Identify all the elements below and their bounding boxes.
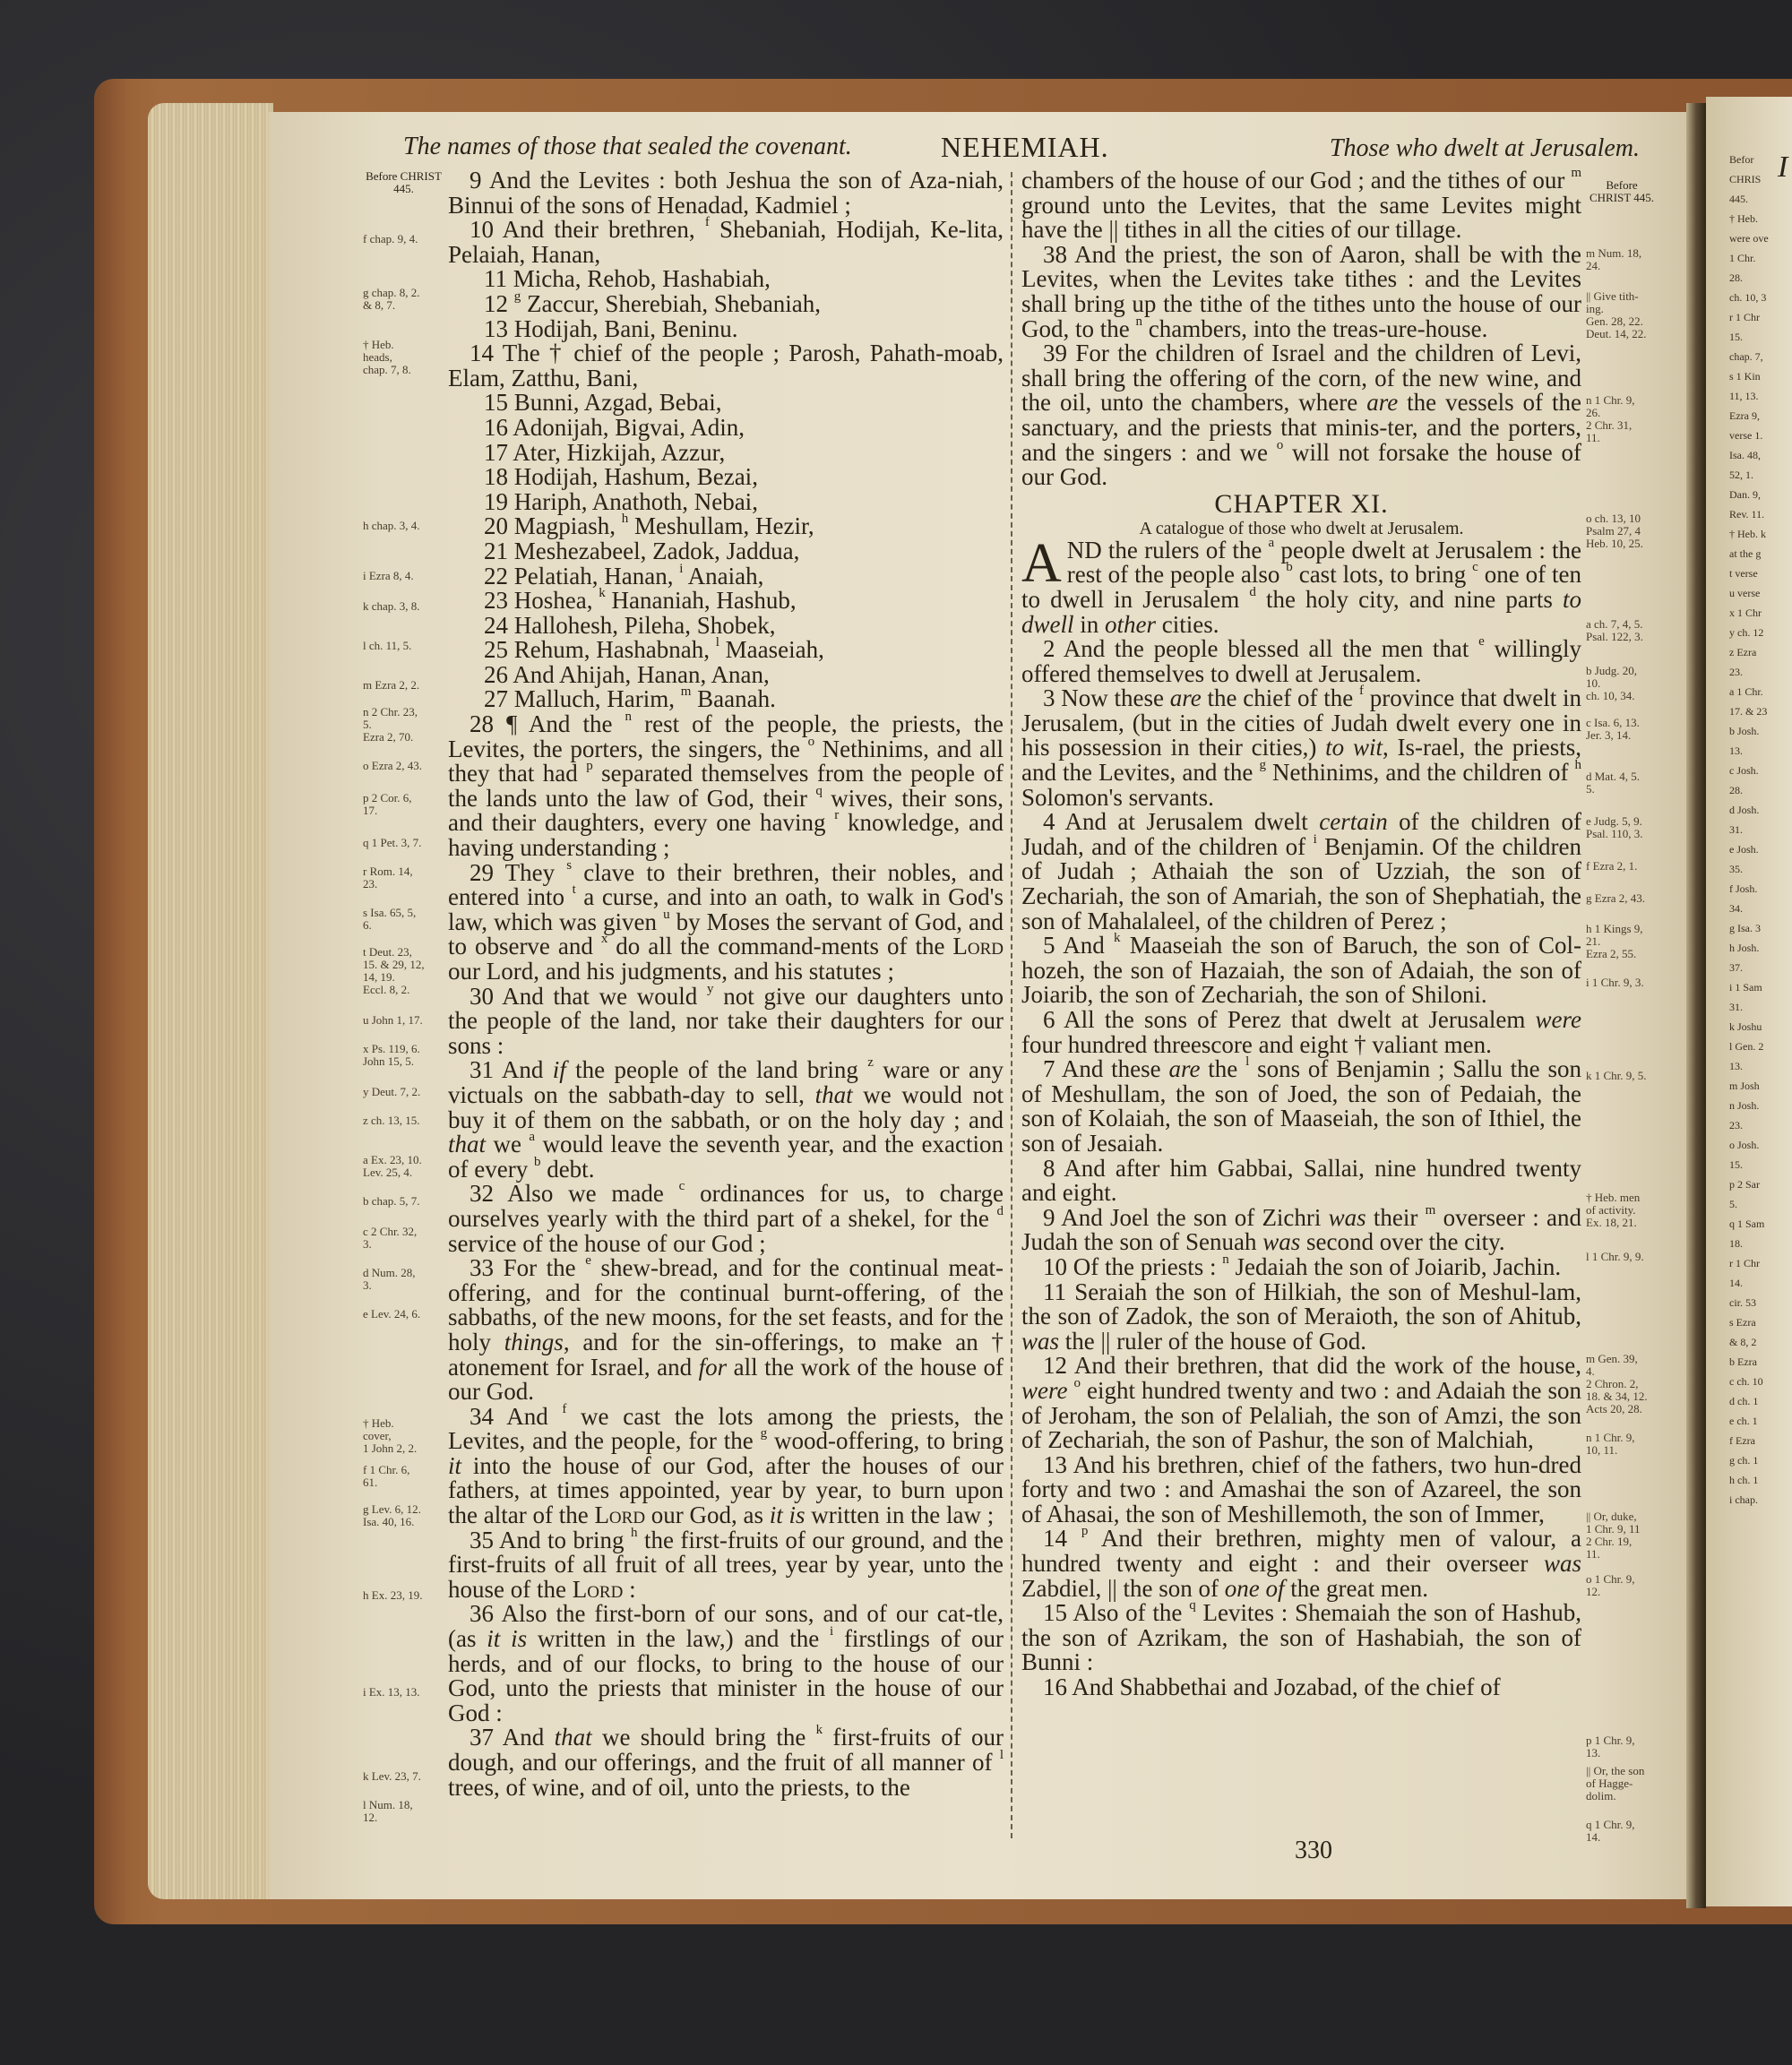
next-page-note: were ove [1729,232,1769,245]
next-page-note: ch. 10, 3 [1729,291,1767,304]
next-page-note: e ch. 1 [1729,1415,1758,1427]
margin-reference: a Ex. 23, 10. Lev. 25, 4. [363,1153,422,1179]
verse-paragraph: 11 Seraiah the son of Hilkiah, the son of Meshul-lam, the son of Zadok, the son of Meraioth, the son of Ahitub, was the || ruler of the house of God. [1021,1278,1581,1355]
next-page-note: y ch. 12 [1729,626,1764,639]
next-page-note: 28. [1729,784,1743,796]
next-page-note: d ch. 1 [1729,1395,1759,1407]
margin-reference: f chap. 9, 4. [363,232,418,245]
next-page-note: cir. 53 [1729,1296,1756,1309]
verse-paragraph: 38 And the priest, the son of Aaron, shall be with the Levites, when the Levites take tithes : and the Levites shall bring up the tithe of the tithes unto the house of our God, to the $^n$ chambers, into the treas-ure-house. [1021,240,1581,342]
next-page-note: 31. [1729,1001,1743,1013]
next-page-note: verse 1. [1729,429,1763,442]
verse-paragraph: 31 And if the people of the land bring $^z$ ware or any victuals on the sabbath-day to sell, that we would not buy it of them on the sabbath, or on the holy day ; and that we $^a$ would leave the seventh year, and the exaction of every $^b$ debt. [448,1055,1004,1183]
margin-reference: k 1 Chr. 9, 5. [1586,1069,1647,1082]
right-text-column [1021,168,1581,1700]
next-page-note: 34. [1729,902,1743,915]
margin-reference: || Or, the son of Hagge- dolim. [1586,1764,1645,1803]
next-page-note: i 1 Sam [1729,981,1762,994]
next-page-note: 17. & 23 [1729,705,1768,718]
next-page-note: 18. [1729,1237,1743,1250]
margin-reference: c 2 Chr. 32, 3. [363,1225,418,1251]
next-page-note: o Josh. [1729,1139,1760,1151]
margin-reference: i Ezra 8, 4. [363,569,414,582]
margin-reference: i 1 Chr. 9, 3. [1586,976,1644,989]
verse-paragraph: 29 They $^s$ clave to their brethren, their nobles, and entered into $^t$ a curse, and into an oath, to walk in God's law, which was given $^u$ by Moses the servant of God, and to observe and $^x$ do all the command-ments of the Lord our Lord, and his judgments, and his statutes ; [448,857,1004,985]
verse-paragraph: 8 And after him Gabbai, Sallai, nine hundred twenty and eight. [1021,1154,1581,1207]
verse-paragraph: 2 And the people blessed all the men that $^e$ willingly offered themselves to dwell at Jerusalem. [1021,634,1581,687]
verse-paragraph: 6 All the sons of Perez that dwelt at Jerusalem were four hundred threescore and eight † valiant men. [1021,1006,1581,1058]
verse-paragraph: 12 $^g$ Zaccur, Sherebiah, Shebaniah, [484,288,822,317]
next-page-note: 445. [1729,193,1748,205]
margin-reference: e Lev. 24, 6. [363,1307,421,1321]
verse-paragraph: 7 And these are the $^l$ sons of Benjamin ; Sallu the son of Meshullam, the son of Joed, the son of Pedaiah, the son of Kolaiah, the son of Maaseiah, the son of Ithiel, the son of Jesaiah. [1021,1054,1581,1157]
next-page-note: q 1 Sam [1729,1217,1765,1230]
chapter-heading: CHAPTER XI. [1214,488,1389,519]
next-page-note: Rev. 11. [1729,508,1765,521]
next-page-note: 23. [1729,666,1743,678]
verse-paragraph: 27 Malluch, Harim, $^m$ Baanah. [484,684,776,713]
verse-paragraph: 3 Now these are the chief of the $^f$ province that dwelt in Jerusalem, (but in the cities of Judah dwelt every one in his possession in their cities,) to wit, Is-rael, the priests, and the Levites, and the $^g$ Nethinims, and the children of $^h$ Solomon's servants. [1021,684,1582,811]
margin-reference: f 1 Chr. 6, 61. [363,1463,410,1489]
next-page-note: 11, 13. [1729,390,1759,402]
next-page-note: m Josh [1729,1080,1760,1092]
margin-reference: || Give tith- ing. Gen. 28, 22. Deut. 14, 22. [1586,289,1647,340]
next-page-note: 15. [1729,331,1743,343]
margin-reference: † Heb. cover, 1 John 2, 2. [363,1416,418,1455]
next-page-note: 1 Chr. [1729,252,1756,264]
next-page-note: Dan. 9, [1729,488,1761,501]
next-page-note: Isa. 48, [1729,449,1761,461]
verse-paragraph: 32 Also we made $^c$ ordinances for us, to charge ourselves yearly with the third part of a shekel, for the $^d$ service of the house of our God ; [448,1179,1004,1257]
verse-paragraph: 34 And $^f$ we cast the lots among the priests, the Levites, and the people, for the $^g$ wood-offering, to bring it into the house of our God, after the houses of our fathers, at times appointed, year by year, to burn upon the altar of the Lord our God, as it is written in the law ; [448,1401,1004,1529]
next-page-note: e Josh. [1729,843,1759,856]
page-number: 330 [1295,1837,1332,1864]
margin-reference: h 1 Kings 9, 21. Ezra 2, 55. [1586,922,1643,960]
verse-paragraph: 39 For the children of Israel and the children of Levi, shall bring the offering of the corn, of the new wine, and the oil, unto the chambers, where are the vessels of the sanctuary, and the priests that minis-ter, and the porters, and the singers : and we $^o$ will not forsake the house of our God. [1021,340,1582,491]
verse-paragraph: 23 Hoshea, $^k$ Hananiah, Hashub, [484,586,797,615]
verse-paragraph: 15 Also of the $^q$ Levites : Shemaiah the son of Hashub, the son of Azrikam, the son of Hashabiah, the son of Bunni : [1021,1598,1582,1676]
next-page-note: 13. [1729,744,1743,757]
margin-reference: a ch. 7, 4, 5. Psal. 122, 3. [1586,617,1643,643]
margin-reference: n 2 Chr. 23, 5. Ezra 2, 70. [363,705,418,744]
next-page-note: CHRIS [1729,173,1762,185]
verse-paragraph: chambers of the house of our God ; and the tithes of our $^m$ ground unto the Levites, that the same Levites might have the || tithes in all the cities of our tillage. [1021,166,1581,244]
margin-reference: o 1 Chr. 9, 12. [1586,1572,1635,1598]
margin-reference: l Num. 18, 12. [363,1798,413,1824]
next-page-note: at the g [1729,547,1762,560]
next-page-note: 14. [1729,1277,1743,1289]
verse-paragraph: 33 For the $^e$ shew-bread, and for the continual meat-offering, and for the continual burnt-offering, of the sabbaths, of the new moons, for the set feasts, and for the holy things, and for the sin-offerings, to make an † atonement for Israel, and for all the work of the house of our God. [448,1253,1004,1406]
verse-paragraph: 10 Of the priests : $^n$ Jedaiah the son of Joiarib, Jachin. [1043,1252,1562,1280]
next-page-note: f Josh. [1729,882,1758,895]
verse-paragraph: 13 And his brethren, chief of the fathers, two hun-dred forty and two : and Amashai the son of Azareel, the son of Ahasai, the son of Meshillemoth, the son of Immer, [1021,1450,1581,1527]
next-page-edge [1706,97,1792,1906]
next-page-note: † Heb. k [1729,528,1766,540]
next-page-note: r 1 Chr [1729,311,1760,323]
verse-paragraph: 17 Ater, Hizkijah, Azzur, [484,438,726,466]
margin-reference: t Deut. 23, 15. & 29, 12, 14, 19. Eccl. 8, 2. [363,945,425,996]
verse-paragraph: 5 And $^k$ Maaseiah the son of Baruch, the son of Col-hozeh, the son of Hazaiah, the son of Adaiah, the son of Joiarib, the son of Zechariah, the son of Shiloni. [1021,931,1581,1009]
margin-reference: e Judg. 5, 9. Psal. 110, 3. [1586,814,1643,840]
next-page-note: g Isa. 3 [1729,922,1761,934]
margin-reference: d Mat. 4, 5. 5. [1586,770,1640,796]
next-page-note: c Josh. [1729,764,1759,777]
running-head-book-title: NEHEMIAH. [941,131,1109,163]
next-page-note: † Heb. [1729,212,1758,225]
drop-cap-letter: A [1021,532,1062,594]
verse-paragraph: 13 Hodijah, Bani, Beninu. [484,314,738,342]
margin-reference: n 1 Chr. 9, 10, 11. [1586,1431,1635,1457]
margin-reference: q 1 Chr. 9, 14. [1586,1818,1635,1844]
margin-reference: k chap. 3, 8. [363,599,420,613]
verse-paragraph: 20 Magpiash, $^h$ Meshullam, Hezir, [484,512,814,540]
margin-reference: x Ps. 119, 6. John 15, 5. [363,1042,420,1068]
verse-paragraph: 30 And that we would $^y$ not give our daughters unto the people of the land, nor take their daughters for our sons : [448,981,1004,1059]
margin-reference: y Deut. 7, 2. [363,1085,421,1098]
next-page-note: 5. [1729,1198,1737,1210]
running-head [403,133,1640,168]
verse-paragraph: 14 $^p$ And their brethren, mighty men of valour, a hundred twenty and eight : and their overseer was Zabdiel, || the son of one of the great men. [1021,1524,1581,1602]
next-page-note: 23. [1729,1119,1743,1131]
margin-reference: i Ex. 13, 13. [363,1685,420,1699]
next-page-note: 28. [1729,271,1743,284]
margin-reference: m Num. 18, 24. [1586,246,1642,272]
verse-paragraph: 9 And the Levites : both Jeshua the son of Aza-niah, Binnui of the sons of Henadad, Kadmiel ; [448,167,1004,219]
next-page-note: 37. [1729,961,1743,974]
margin-reference: || Or, duke, 1 Chr. 9, 11 2 Chr. 19, 11. [1586,1510,1641,1561]
verse-paragraph: 11 Micha, Rehob, Hashabiah, [484,265,771,293]
column-divider [1011,172,1016,1838]
running-head-right: Those who dwelt at Jerusalem. [1329,134,1640,162]
margin-reference: † Heb. men of activity. Ex. 18, 21. [1586,1191,1641,1229]
next-page-note: r 1 Chr [1729,1257,1760,1269]
margin-reference: m Ezra 2, 2. [363,678,420,692]
verse-paragraph: 24 Hallohesh, Pileha, Shobek, [484,611,776,639]
verse-paragraph: 35 And to bring $^h$ the first-fruits of our ground, and the first-fruits of all fruit of all trees, year by year, unto the house of the Lord : [448,1525,1004,1603]
verse-paragraph: 14 The † chief of the people ; Parosh, Pahath-moab, Elam, Zatthu, Bani, [448,340,1004,391]
margin-reference: s Isa. 65, 5, 6. [363,906,417,932]
next-page-note: f Ezra [1729,1434,1755,1447]
margin-reference: o Ezra 2, 43. [363,759,423,772]
verse-paragraph: 18 Hodijah, Hashum, Bezai, [484,463,758,491]
next-page-note: s Ezra [1729,1316,1756,1329]
verse-paragraph: 10 And their brethren, $^f$ Shebaniah, Hodijah, Ke-lita, Pelaiah, Hanan, [448,215,1004,268]
next-page-letter: I [1778,151,1788,184]
margin-reference: h Ex. 23, 19. [363,1588,423,1602]
verse-paragraph: 19 Hariph, Anathoth, Nebai, [484,487,758,515]
margin-reference: b chap. 5, 7. [363,1194,420,1208]
next-page-note: g ch. 1 [1729,1454,1759,1467]
margin-reference: b Judg. 20, 10. ch. 10, 34. [1586,664,1638,702]
margin-reference: g chap. 8, 2. & 8, 7. [363,286,420,312]
verse-paragraph: 4 And at Jerusalem dwelt certain of the children of Judah, and of the children of $^i$ Benjamin. Of the children of Judah ; Athaiah the son of Uzziah, the son of Zechariah, the son of Amariah, the son of Shephatiah, the son of Mahalaleel, of the children of Perez ; [1021,808,1582,934]
verse-paragraph: 28 ¶ And the $^n$ rest of the people, the priests, the Levites, the porters, the singers, the $^o$ Nethinims, and all they that had $^p$ separated themselves from the people of the lands unto the law of God, their $^q$ wives, their sons, and their daughters, every one having $^r$ knowledge, and having understanding ; [448,710,1004,862]
next-page-note: s 1 Kin [1729,370,1761,383]
verse-paragraph: 12 And their brethren, that did the work of the house, were $^o$ eight hundred twenty and two : and Adaiah the son of Jeroham, the son of Pelaliah, the son of Amzi, the son of Zechariah, the son of Pashur, the son of Malchiah, [1021,1352,1582,1454]
margin-reference: p 1 Chr. 9, 13. [1586,1734,1635,1760]
next-page-note: 35. [1729,863,1743,875]
next-page-note: b Ezra [1729,1355,1757,1368]
margin-reference: r Rom. 14, 23. [363,865,413,891]
margin-reference: l ch. 11, 5. [363,639,412,652]
before-christ-label-right: Before CHRIST 445. [1590,178,1654,204]
margin-reference: h chap. 3, 4. [363,519,420,532]
margin-reference: g Lev. 6, 12. Isa. 40, 16. [363,1502,421,1528]
next-page-note: 13. [1729,1060,1743,1072]
verse-paragraph: 36 Also the first-born of our sons, and of our cat-tle, (as it is written in the law,) and the $^i$ firstlings of our herds, and of our flocks, to bring to the house of our God, unto the priests that minister in the house of our God : [448,1600,1004,1726]
book-gutter [1686,103,1706,1908]
next-page-note: k Joshu [1729,1020,1762,1033]
next-page-note: Befor [1729,153,1754,166]
next-page-note: x 1 Chr [1729,607,1762,619]
next-page-note: h Josh. [1729,942,1760,954]
verse-paragraph: 16 Adonijah, Bigvai, Adin, [484,413,745,441]
margin-reference: c Isa. 6, 13. Jer. 3, 14. [1586,716,1640,742]
next-page-note: 31. [1729,823,1743,836]
verse-paragraph: 22 Pelatiah, Hanan, $^i$ Anaiah, [484,561,764,589]
margin-reference: u John 1, 17. [363,1013,423,1027]
before-christ-label-left: Before CHRIST 445. [366,169,442,195]
margin-reference: o ch. 13, 10 Psalm 27, 4 Heb. 10, 25. [1586,512,1643,550]
verse-paragraph: AND the rulers of the $^a$ people dwelt at Jerusalem : the rest of the people also $^b$ cast lots, to bring $^c$ one of ten to dwell in Jerusalem $^d$ the holy city, and nine parts to dwell in other cities. [1021,532,1581,638]
margin-reference: m Gen. 39, 4. 2 Chron. 2, 18. & 34, 12. Acts 20, 28. [1586,1352,1648,1415]
next-page-note: d Josh. [1729,804,1760,816]
next-page-note: u verse [1729,587,1761,599]
margin-reference: d Num. 28, 3. [363,1266,416,1292]
next-page-note: n Josh. [1729,1099,1760,1112]
next-page-note: z Ezra [1729,646,1757,658]
verse-paragraph: 25 Rehum, Hashabnah, $^l$ Maaseiah, [484,635,824,664]
next-page-note: b Josh. [1729,725,1760,737]
page-edges [148,103,273,1899]
next-page-note: & 8, 2 [1729,1336,1757,1348]
next-page-note: c ch. 10 [1729,1375,1763,1388]
next-page-note: i chap. [1729,1493,1758,1506]
verse-paragraph: 16 And Shabbethai and Jozabad, of the chief of [1043,1674,1501,1701]
next-page-note: Ezra 9, [1729,409,1760,422]
next-page-note: 15. [1729,1158,1743,1171]
margin-reference: g Ezra 2, 43. [1586,891,1646,905]
chapter-11-text [1021,532,1582,1701]
chapter-10-end [1021,168,1581,490]
next-page-note: l Gen. 2 [1729,1040,1764,1053]
verse-paragraph: 37 And that we should bring the $^k$ first-fruits of our dough, and our offerings, and the fruit of all manner of $^l$ trees, of wine, and of oil, unto the priests, to the [448,1723,1004,1801]
margin-reference: f Ezra 2, 1. [1586,859,1638,873]
verse-paragraph: 26 And Ahijah, Hanan, Anan, [484,660,770,688]
next-page-note: t verse [1729,567,1758,580]
next-page-note: a 1 Chr. [1729,685,1763,698]
next-page-note: 52, 1. [1729,469,1753,481]
margin-reference: † Heb. heads, chap. 7, 8. [363,338,411,376]
next-page-note: chap. 7, [1729,350,1763,363]
chapter-summary: A catalogue of those who dwelt at Jerusalem. [1139,518,1464,538]
verse-paragraph: 15 Bunni, Azgad, Bebai, [484,389,722,417]
margin-reference: p 2 Cor. 6, 17. [363,791,412,817]
next-page-margin-notes [1729,152,1792,1512]
verse-paragraph: 21 Meshezabeel, Zadok, Jaddua, [484,537,800,564]
next-page-note: h ch. 1 [1729,1474,1759,1486]
margin-reference: k Lev. 23, 7. [363,1769,421,1783]
next-page-note: p 2 Sar [1729,1178,1760,1191]
left-text-column [448,168,1004,1800]
running-head-left: The names of those that sealed the covenant. [403,133,852,160]
margin-reference: z ch. 13, 15. [363,1114,420,1127]
margin-reference: l 1 Chr. 9, 9. [1586,1250,1644,1263]
margin-reference: n 1 Chr. 9, 26. 2 Chr. 31, 11. [1586,393,1635,444]
verse-paragraph: 9 And Joel the son of Zichri was their $^m$ overseer : and Judah the son of Senuah was second over the city. [1021,1202,1581,1256]
margin-reference: q 1 Pet. 3, 7. [363,836,422,849]
